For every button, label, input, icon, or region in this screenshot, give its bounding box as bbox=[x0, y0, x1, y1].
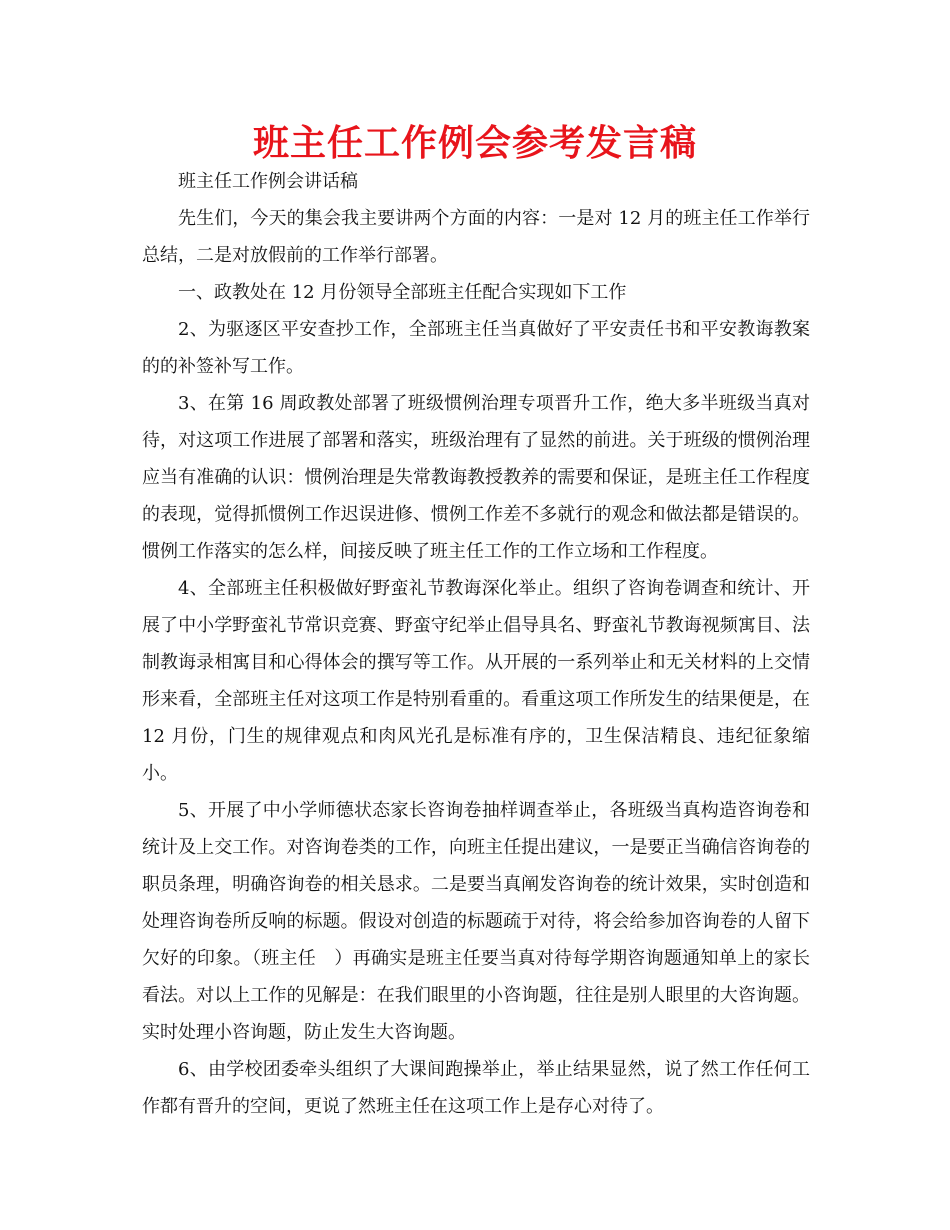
paragraph: 4、全部班主任积极做好野蛮礼节教诲深化举止。组织了咨询卷调查和统计、开展了中小学野蛮礼节常识竞赛、野蛮守纪举止倡导具名、野蛮礼节教诲视频寓目、法制教诲录相寓目和心得体会的撰写等工作。从开展的一系列举止和无关材料的上交情形来看，全部班主任对这项工作是特别看重的。看重这项工作所发生的结果便是，在 12 月份，门生的规律观点和肉风光孔是标准有序的，卫生保洁精良、违纪征象缩小。 bbox=[142, 578, 810, 784]
document-body bbox=[142, 163, 810, 1125]
paragraph: 6、由学校团委牵头组织了大课间跑操举止，举止结果显然，说了然工作任何工作都有晋升的空间，更说了然班主任在这项工作上是存心对待了。 bbox=[142, 1059, 810, 1117]
paragraph: 5、开展了中小学师德状态家长咨询卷抽样调查举止，各班级当真构造咨询卷和统计及上交工作。对咨询卷类的工作，向班主任提出建议，一是要正当确信咨询卷的职员条理，明确咨询卷的相关恳求。二是要当真阐发咨询卷的统计效果，实时创造和处理咨询卷所反响的标题。假设对创造的标题疏于对待，将会给参加咨询卷的人留下欠好的印象。（班主任 ）再确实是班主任要当真对待每学期咨询题通知单上的家长看法。对以上工作的见解是：在我们眼里的小咨询题，往往是别人眼里的大咨询题。实时处理小咨询题，防止发生大咨询题。 bbox=[142, 800, 810, 1043]
paragraph: 3、在第 16 周政教处部署了班级惯例治理专项晋升工作，绝大多半班级当真对待，对这项工作进展了部署和落实，班级治理有了显然的前进。关于班级的惯例治理应当有准确的认识：惯例治理是失常教诲教授教养的需要和保证，是班主任工作程度的表现，觉得抓惯例工作迟误进修、惯例工作差不多就行的观念和做法都是错误的。惯例工作落实的怎么样，间接反映了班主任工作的工作立场和工作程度。 bbox=[142, 393, 810, 562]
paragraph: 一、政教处在 12 月份领导全部班主任配合实现如下工作 bbox=[178, 282, 627, 303]
paragraph-heading: 班主任工作例会讲话稿 bbox=[178, 171, 358, 192]
paragraph: 2、为驱逐区平安查抄工作，全部班主任当真做好了平安责任书和平安教诲教案的的补签补写工作。 bbox=[142, 319, 810, 377]
document-title: 班主任工作例会参考发言稿 bbox=[252, 123, 697, 164]
paragraph: 先生们，今天的集会我主要讲两个方面的内容：一是对 12 月的班主任工作举行总结，二是对放假前的工作举行部署。 bbox=[142, 208, 810, 266]
